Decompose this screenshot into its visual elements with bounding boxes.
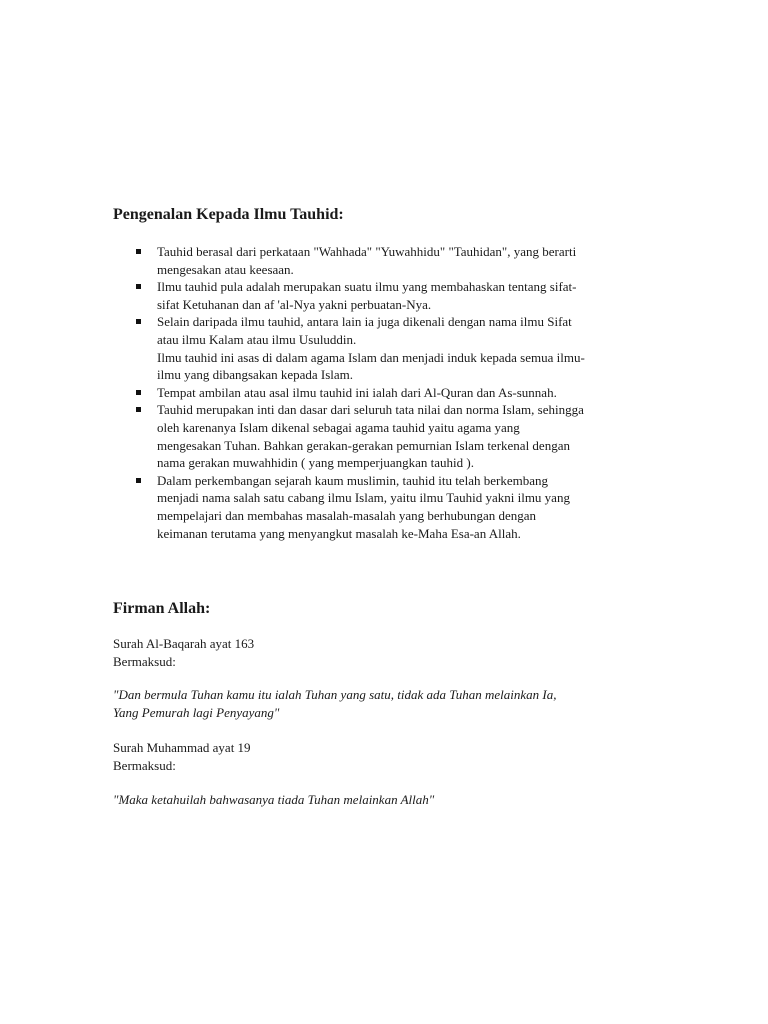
tauhid-bullet-list (113, 243, 673, 542)
square-bullet-icon (136, 478, 141, 483)
list-item (113, 384, 673, 402)
quote-line: "Maka ketahuilah bahwasanya tiada Tuhan melainkan Allah" (113, 792, 435, 807)
list-item-line: Ilmu tauhid ini asas di dalam agama Islam dan menjadi induk kepada semua ilmu- (157, 349, 585, 365)
section-title-pengenalan: Pengenalan Kepada Ilmu Tauhid: (113, 206, 344, 223)
list-item-line: menjadi nama salah satu cabang ilmu Islam, yaitu ilmu Tauhid yakni ilmu yang (157, 490, 570, 506)
square-bullet-icon (136, 319, 141, 324)
list-item-line: ilmu yang dibangsakan kepada Islam. (157, 367, 354, 383)
surah-reference-al-baqarah (113, 635, 254, 670)
list-item (113, 472, 673, 542)
list-item (113, 243, 673, 278)
square-bullet-icon (136, 249, 141, 254)
list-item-line: keimanan terutama yang menyangkut masalah ke-Maha Esa-an Allah. (157, 525, 521, 541)
list-item-line: Tauhid berasal dari perkataan "Wahhada" "Yuwahhidu" "Tauhidan", yang berarti (157, 244, 577, 259)
list-item-line: mempelajari dan membahas masalah-masalah yang berhubungan dengan (157, 507, 537, 523)
list-item-line: atau ilmu Kalam atau ilmu Usuluddin. (157, 331, 357, 347)
meaning-label: Bermaksud: (113, 653, 176, 669)
list-item-line: Tempat ambilan atau asal ilmu tauhid ini ialah dari Al-Quran dan As-sunnah. (157, 384, 557, 400)
list-item-line: Dalam perkembangan sejarah kaum muslimin, tauhid itu telah berkembang (157, 472, 548, 488)
section-title-firman-allah: Firman Allah: (113, 600, 211, 617)
list-item-line: mengesakan Tuhan. Bahkan gerakan-gerakan pemurnian Islam terkenal dengan (157, 437, 570, 453)
quote-line: "Dan bermula Tuhan kamu itu ialah Tuhan yang satu, tidak ada Tuhan melainkan Ia, (113, 687, 557, 702)
meaning-label: Bermaksud: (113, 757, 176, 773)
list-item (113, 278, 673, 313)
square-bullet-icon (136, 407, 141, 412)
list-item-line: Selain daripada ilmu tauhid, antara lain ia juga dikenali dengan nama ilmu Sifat (157, 314, 572, 330)
list-item-line: oleh karenanya Islam dikenal sebagai agama tauhid yaitu agama yang (157, 419, 520, 435)
list-item (113, 313, 673, 383)
quote-line: Yang Pemurah lagi Penyayang" (113, 704, 280, 720)
square-bullet-icon (136, 390, 141, 395)
quote-muhammad (113, 791, 434, 809)
list-item-line: Ilmu tauhid pula adalah merupakan suatu ilmu yang membahaskan tentang sifat- (157, 279, 577, 295)
list-item-line: Tauhid merupakan inti dan dasar dari seluruh tata nilai dan norma Islam, sehingga (157, 402, 584, 418)
list-item-line: mengesakan atau keesaan. (157, 261, 294, 277)
list-item-line: sifat Ketuhanan dan af 'al-Nya yakni perbuatan-Nya. (157, 296, 432, 312)
square-bullet-icon (136, 284, 141, 289)
surah-name: Surah Muhammad ayat 19 (113, 740, 251, 755)
surah-reference-muhammad (113, 739, 251, 774)
list-item (113, 401, 673, 471)
quote-al-baqarah (113, 686, 557, 721)
surah-name: Surah Al-Baqarah ayat 163 (113, 636, 255, 651)
list-item-line: nama gerakan muwahhidin ( yang memperjuangkan tauhid ). (157, 455, 474, 471)
